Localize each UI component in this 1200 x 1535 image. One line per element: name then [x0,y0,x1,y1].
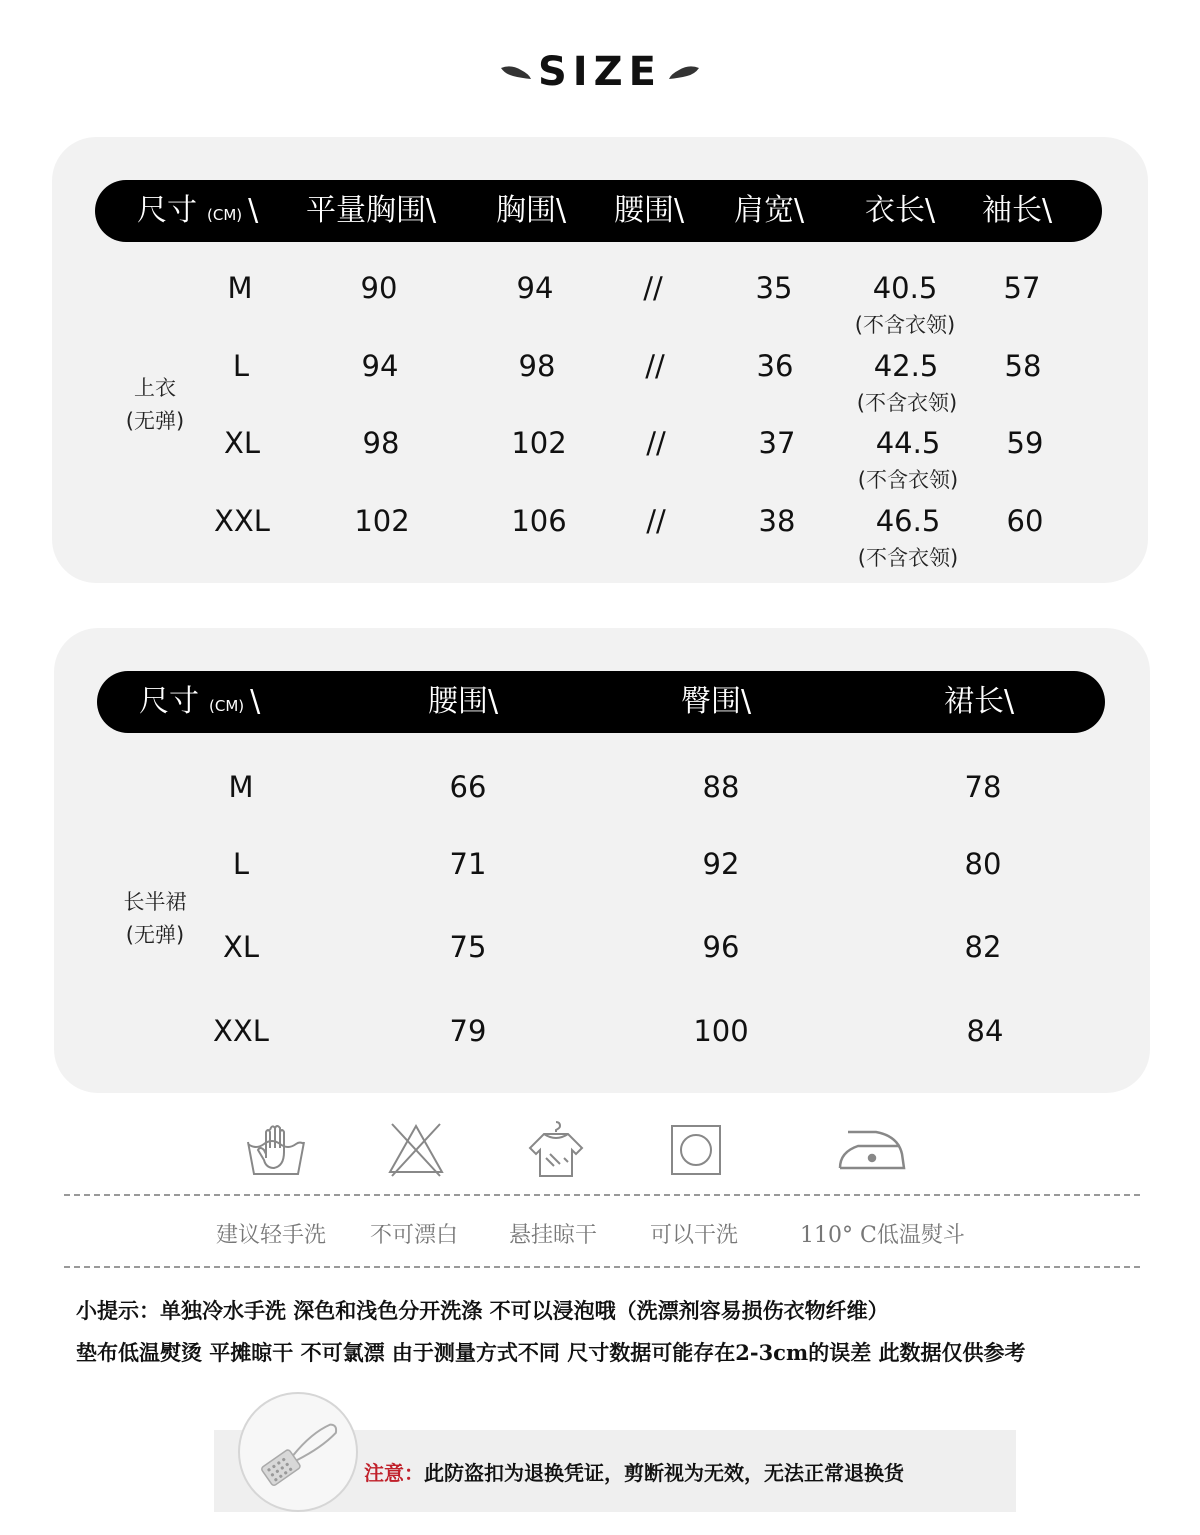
divider-top [64,1194,1140,1196]
hand-wash-icon [244,1118,308,1182]
top-row-waist: // [645,349,665,383]
low-iron-icon [836,1118,908,1182]
top-row-size: L [232,349,250,383]
header-hip: 臀围\ [681,684,752,719]
top-row-sleeve: 59 [1006,426,1044,460]
top-row-sleeve: 57 [1003,271,1041,305]
top-table-header [95,180,1102,242]
top-group-name: 上衣 [134,376,176,400]
care-label-no-bleach: 不可漂白 [370,1223,459,1248]
size-title [0,44,1200,100]
page-title: SIZE [537,49,663,95]
skirt-row-size: L [232,847,250,881]
top-row-length-note: (不含衣领) [857,546,959,570]
skirt-row-hip: 92 [702,847,740,881]
header-waist: 腰围\ [428,684,499,719]
top-row-length: 40.5 [872,271,938,305]
top-row-size: XXL [214,504,270,538]
top-row-chest: 94 [516,271,554,305]
security-tag-icon [240,1394,356,1510]
top-row-shoulder: 37 [758,426,796,460]
header-waist: 腰围\ [614,193,685,228]
top-row-sleeve: 60 [1006,504,1044,538]
top-row-flat-chest: 98 [362,426,400,460]
skirt-row-size: XXL [213,1014,269,1048]
header-size [139,671,260,733]
header-size-label: 尺寸 [137,193,197,228]
header-sleeve: 袖长\ [982,193,1053,228]
top-row-length-note: (不含衣领) [857,468,959,492]
top-row-flat-chest: 102 [354,504,410,538]
top-row-chest: 102 [511,426,567,460]
skirt-row-size: M [228,770,254,804]
top-row-flat-chest: 94 [361,349,399,383]
top-row-length-note: (不含衣领) [854,313,956,337]
care-label-low-iron: 110° C低温熨斗 [800,1223,965,1248]
header-shoulder: 肩宽\ [734,193,805,228]
top-group-stretch: (无弹) [125,409,185,433]
top-row-chest: 98 [518,349,556,383]
top-row-waist: // [643,271,663,305]
care-label-hand-wash: 建议轻手洗 [216,1223,327,1248]
header-size-slash: \ [250,684,261,719]
notice-circle [238,1392,358,1512]
skirt-row-waist: 79 [449,1014,487,1048]
dry-clean-icon [664,1118,728,1182]
skirt-table-header [97,671,1105,733]
notice-text [364,1457,904,1486]
header-size-unit: (CM) [209,697,245,715]
header-size-unit: (CM) [207,206,243,224]
top-row-shoulder: 36 [756,349,794,383]
top-row-length: 42.5 [873,349,939,383]
top-row-length: 44.5 [875,426,941,460]
care-label-hang-dry: 悬挂晾干 [509,1223,598,1248]
header-chest: 胸围\ [496,193,567,228]
header-size-label: 尺寸 [139,684,199,719]
skirt-row-length: 84 [966,1014,1004,1048]
top-row-size: XL [223,426,261,460]
skirt-group-name: 长半裙 [123,890,187,914]
top-row-length: 46.5 [875,504,941,538]
header-length: 衣长\ [865,193,936,228]
notice-label: 注意： [364,1461,424,1485]
top-row-length-note: (不含衣领) [856,391,958,415]
skirt-row-waist: 75 [449,930,487,964]
top-row-sleeve: 58 [1004,349,1042,383]
skirt-row-size: XL [222,930,260,964]
no-bleach-icon [384,1118,448,1182]
care-tip-line-1: 小提示：单独冷水手洗 深色和浅色分开洗涤 不可以浸泡哦（洗漂剂容易损伤衣物纤维） [76,1298,889,1323]
header-skirt-length: 裙长\ [944,684,1015,719]
skirt-row-hip: 100 [693,1014,749,1048]
header-flat-chest: 平量胸围\ [306,193,437,228]
top-row-size: M [227,271,253,305]
hang-dry-icon [524,1118,588,1182]
skirt-row-hip: 96 [702,930,740,964]
header-size-slash: \ [248,193,259,228]
top-row-waist: // [646,504,666,538]
skirt-row-waist: 66 [449,770,487,804]
top-row-shoulder: 38 [758,504,796,538]
skirt-row-length: 80 [964,847,1002,881]
top-row-chest: 106 [511,504,567,538]
notice-message: 此防盗扣为退换凭证，剪断视为无效，无法正常退换货 [424,1461,904,1485]
brush-stroke-right-icon [667,62,701,82]
header-size [137,180,258,242]
top-row-waist: // [646,426,666,460]
brush-stroke-left-icon [499,62,533,82]
top-row-flat-chest: 90 [360,271,398,305]
skirt-row-length: 82 [964,930,1002,964]
skirt-row-waist: 71 [449,847,487,881]
divider-bottom [64,1266,1140,1268]
top-row-shoulder: 35 [755,271,793,305]
care-tip-line-2: 垫布低温熨烫 平摊晾干 不可氯漂 由于测量方式不同 尺寸数据可能存在2-3cm的误差 此数据仅供参考 [76,1340,1026,1365]
skirt-row-hip: 88 [702,770,740,804]
care-label-dry-clean: 可以干洗 [650,1223,739,1248]
skirt-group-stretch: (无弹) [125,923,185,947]
skirt-row-length: 78 [964,770,1002,804]
